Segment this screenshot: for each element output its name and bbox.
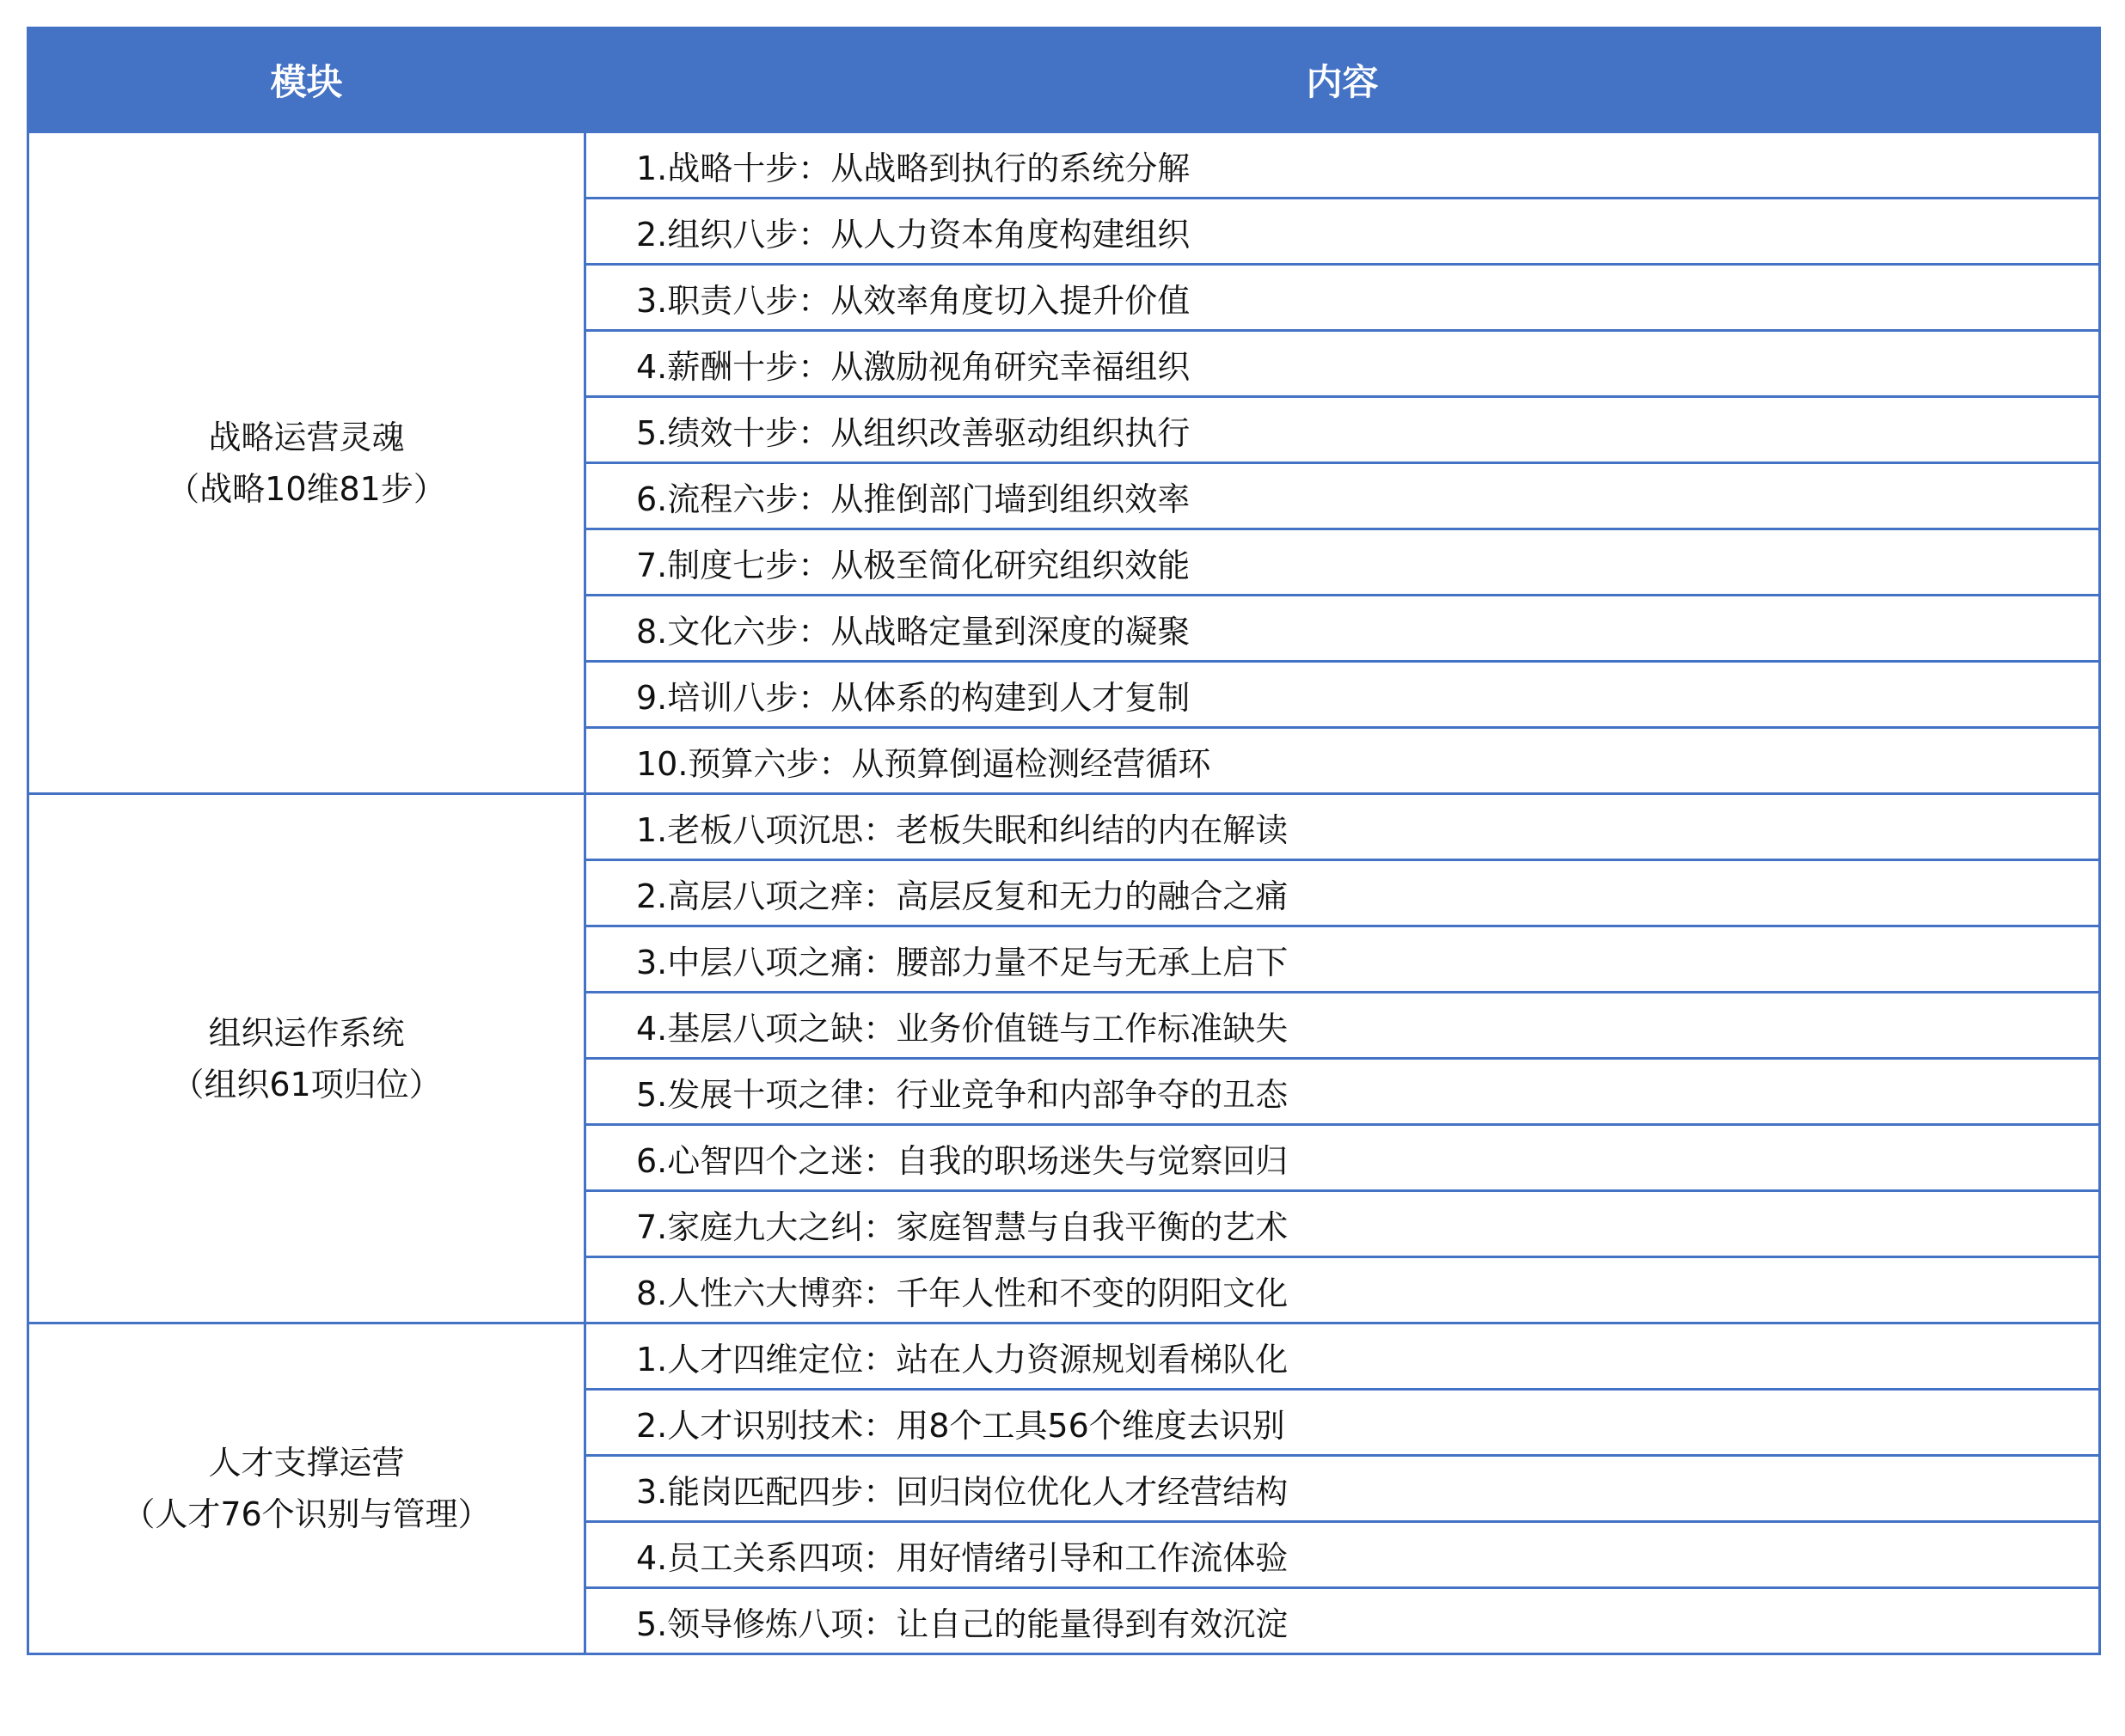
module-cell — [28, 1323, 585, 1654]
module-title: 人才支撑运营 — [208, 1444, 405, 1482]
content-item: 4.基层八项之缺：业务价值链与工作标准缺失 — [585, 993, 2100, 1059]
content-item: 2.高层八项之痒：高层反复和无力的融合之痛 — [585, 860, 2100, 926]
header-module: 模块 — [28, 28, 585, 132]
content-item: 1.人才四维定位：站在人力资源规划看梯队化 — [585, 1323, 2100, 1390]
content-item: 8.人性六大博弈：千年人性和不变的阴阳文化 — [585, 1257, 2100, 1323]
content-item: 6.心智四个之迷：自我的职场迷失与觉察回归 — [585, 1125, 2100, 1191]
content-item: 5.领导修炼八项：让自己的能量得到有效沉淀 — [585, 1588, 2100, 1654]
content-item: 6.流程六步：从推倒部门墙到组织效率 — [585, 463, 2100, 529]
content-item: 7.制度七步：从极至简化研究组织效能 — [585, 529, 2100, 596]
content-item: 7.家庭九大之纠：家庭智慧与自我平衡的艺术 — [585, 1191, 2100, 1257]
module-title: 组织运作系统 — [208, 1013, 405, 1052]
table-body — [28, 132, 2100, 1654]
content-item: 3.能岗匹配四步：回归岗位优化人才经营结构 — [585, 1456, 2100, 1522]
module-content-table-wrapper — [27, 27, 2098, 1655]
table-row — [28, 794, 2100, 860]
content-item: 3.职责八步：从效率角度切入提升价值 — [585, 265, 2100, 331]
content-item: 2.组织八步：从人力资本角度构建组织 — [585, 199, 2100, 265]
content-item: 1.老板八项沉思：老板失眠和纠结的内在解读 — [585, 794, 2100, 860]
content-item: 8.文化六步：从战略定量到深度的凝聚 — [585, 596, 2100, 662]
module-subtitle: （战略10维81步） — [167, 469, 446, 508]
module-title: 战略运营灵魂 — [208, 418, 405, 456]
header-row — [28, 28, 2100, 132]
module-subtitle: （人才76个识别与管理） — [122, 1495, 491, 1533]
content-item: 9.培训八步：从体系的构建到人才复制 — [585, 662, 2100, 728]
content-item: 10.预算六步：从预算倒逼检测经营循环 — [585, 728, 2100, 794]
table-row — [28, 132, 2100, 199]
content-item: 1.战略十步：从战略到执行的系统分解 — [585, 132, 2100, 199]
content-item: 5.发展十项之律：行业竞争和内部争夺的丑态 — [585, 1059, 2100, 1125]
module-subtitle: （组织61项归位） — [171, 1065, 442, 1103]
module-content-table — [27, 27, 2101, 1655]
content-item: 2.人才识别技术：用8个工具56个维度去识别 — [585, 1390, 2100, 1456]
table-row — [28, 1323, 2100, 1390]
module-cell — [28, 794, 585, 1323]
content-item: 4.员工关系四项：用好情绪引导和工作流体验 — [585, 1522, 2100, 1588]
module-cell — [28, 132, 585, 794]
content-item: 3.中层八项之痛：腰部力量不足与无承上启下 — [585, 926, 2100, 993]
content-item: 4.薪酬十步：从激励视角研究幸福组织 — [585, 331, 2100, 397]
content-item: 5.绩效十步：从组织改善驱动组织执行 — [585, 397, 2100, 463]
header-content: 内容 — [585, 28, 2100, 132]
